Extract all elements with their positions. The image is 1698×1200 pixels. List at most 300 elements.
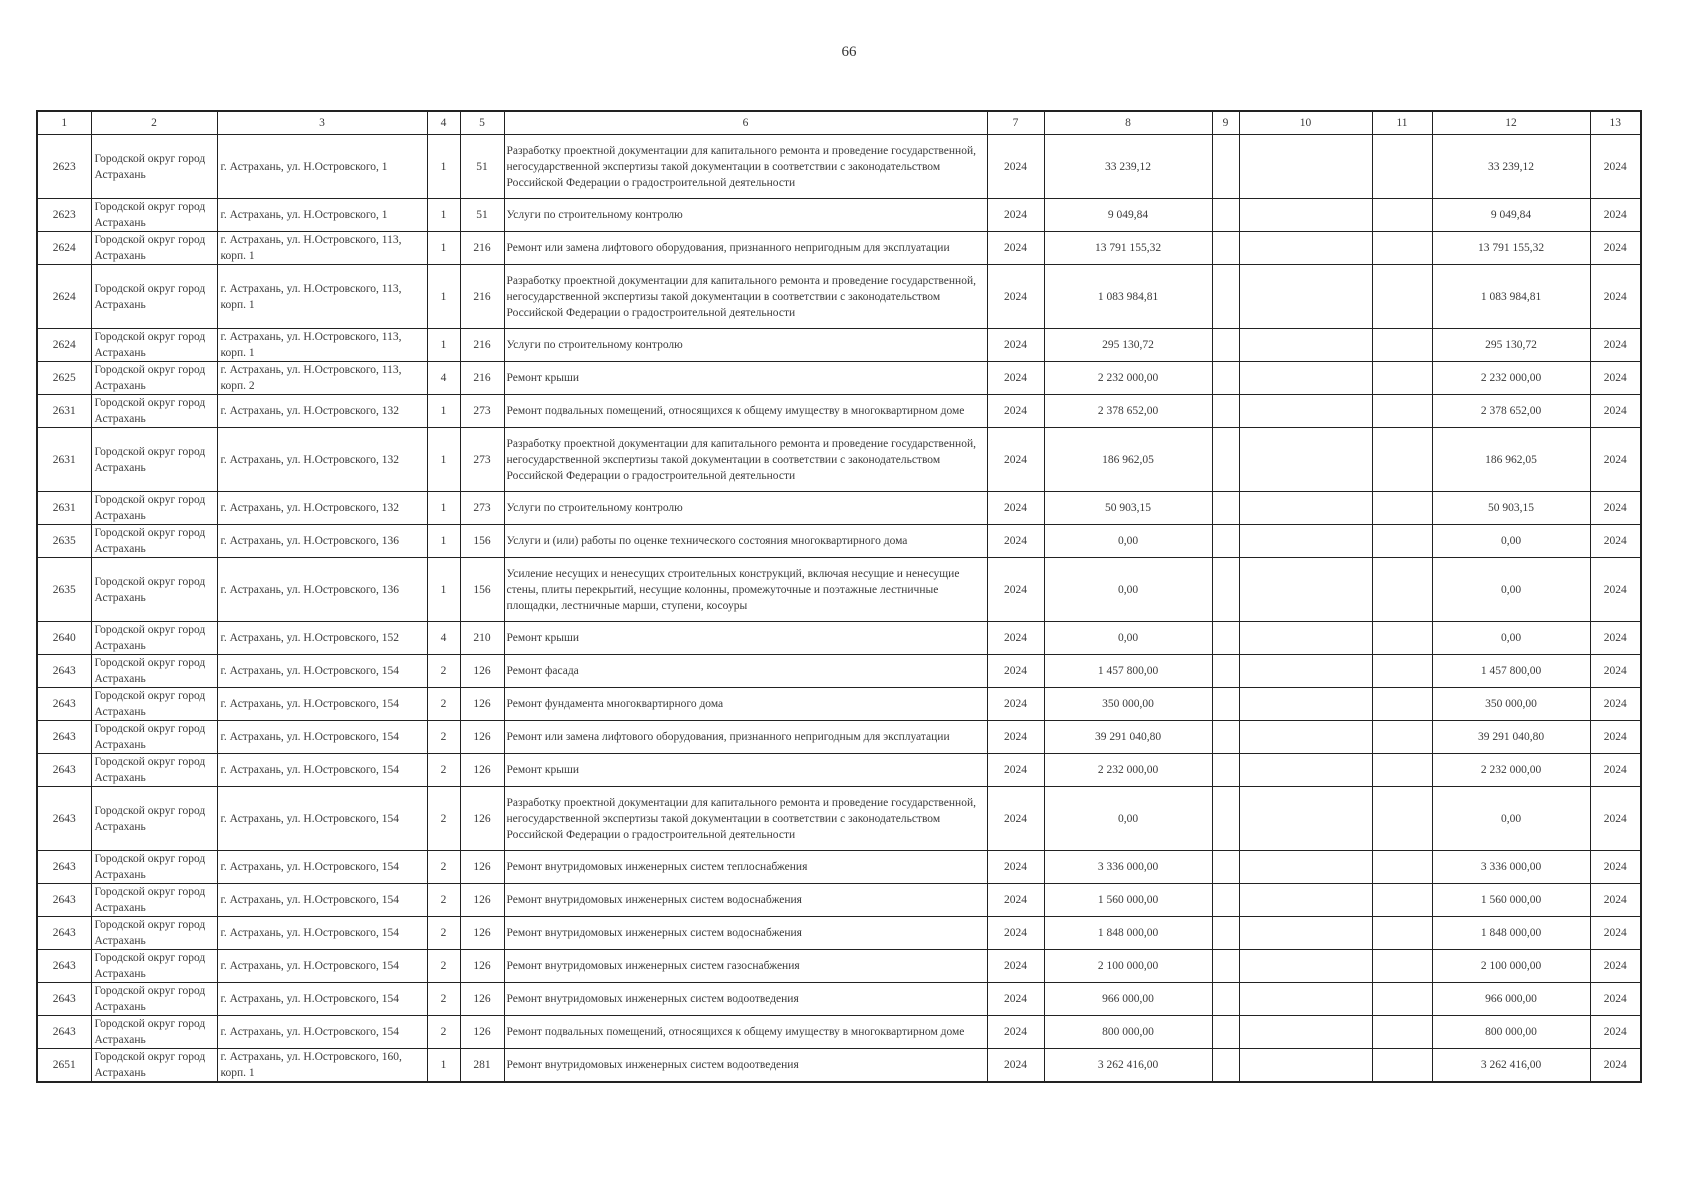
address-cell: г. Астрахань, ул. Н.Островского, 154 [217, 1016, 427, 1049]
column-header: 6 [504, 111, 987, 135]
fund-column-10-cell [1239, 917, 1372, 950]
object-code-cell: 156 [460, 525, 504, 558]
total-cost-cell: 350 000,00 [1044, 688, 1212, 721]
completion-year-cell: 2024 [1590, 655, 1641, 688]
plan-year-cell: 2024 [987, 428, 1044, 492]
regional-fund-cost-cell: 350 000,00 [1432, 688, 1590, 721]
regional-fund-cost-cell: 1 083 984,81 [1432, 265, 1590, 329]
record-number-cell: 2635 [37, 525, 91, 558]
address-cell: г. Астрахань, ул. Н.Островского, 136 [217, 525, 427, 558]
regional-fund-cost-cell: 1 560 000,00 [1432, 884, 1590, 917]
record-number-cell: 2640 [37, 622, 91, 655]
regional-fund-cost-cell: 800 000,00 [1432, 1016, 1590, 1049]
table-row [37, 655, 1641, 688]
fund-column-11-cell [1372, 329, 1432, 362]
municipality-cell: Городской округ город Астрахань [91, 329, 217, 362]
table-row [37, 721, 1641, 754]
plan-year-cell: 2024 [987, 622, 1044, 655]
regional-fund-cost-cell: 966 000,00 [1432, 983, 1590, 1016]
table-row [37, 754, 1641, 787]
address-cell: г. Астрахань, ул. Н.Островского, 160, корп. 1 [217, 1049, 427, 1083]
work-code-cell: 1 [427, 428, 460, 492]
table-row [37, 917, 1641, 950]
plan-year-cell: 2024 [987, 362, 1044, 395]
capital-repair-table [36, 110, 1642, 1083]
fund-column-9-cell [1212, 622, 1239, 655]
municipality-cell: Городской округ город Астрахань [91, 558, 217, 622]
fund-column-10-cell [1239, 787, 1372, 851]
work-description-cell: Ремонт фасада [504, 655, 987, 688]
object-code-cell: 216 [460, 232, 504, 265]
work-code-cell: 2 [427, 1016, 460, 1049]
plan-year-cell: 2024 [987, 135, 1044, 199]
table-row [37, 884, 1641, 917]
regional-fund-cost-cell: 2 378 652,00 [1432, 395, 1590, 428]
municipality-cell: Городской округ город Астрахань [91, 655, 217, 688]
total-cost-cell: 50 903,15 [1044, 492, 1212, 525]
column-header: 13 [1590, 111, 1641, 135]
work-description-cell: Ремонт крыши [504, 362, 987, 395]
address-cell: г. Астрахань, ул. Н.Островского, 154 [217, 721, 427, 754]
fund-column-10-cell [1239, 754, 1372, 787]
fund-column-11-cell [1372, 917, 1432, 950]
total-cost-cell: 0,00 [1044, 525, 1212, 558]
record-number-cell: 2651 [37, 1049, 91, 1083]
record-number-cell: 2631 [37, 395, 91, 428]
column-header: 7 [987, 111, 1044, 135]
record-number-cell: 2643 [37, 787, 91, 851]
plan-year-cell: 2024 [987, 851, 1044, 884]
object-code-cell: 126 [460, 983, 504, 1016]
table-row [37, 135, 1641, 199]
completion-year-cell: 2024 [1590, 525, 1641, 558]
work-code-cell: 1 [427, 1049, 460, 1083]
address-cell: г. Астрахань, ул. Н.Островского, 136 [217, 558, 427, 622]
table-row [37, 1016, 1641, 1049]
fund-column-10-cell [1239, 851, 1372, 884]
record-number-cell: 2643 [37, 884, 91, 917]
plan-year-cell: 2024 [987, 983, 1044, 1016]
work-description-cell: Услуги по строительному контролю [504, 199, 987, 232]
object-code-cell: 126 [460, 787, 504, 851]
object-code-cell: 51 [460, 135, 504, 199]
regional-fund-cost-cell: 33 239,12 [1432, 135, 1590, 199]
table-row [37, 492, 1641, 525]
fund-column-10-cell [1239, 428, 1372, 492]
plan-year-cell: 2024 [987, 525, 1044, 558]
regional-fund-cost-cell: 50 903,15 [1432, 492, 1590, 525]
work-code-cell: 2 [427, 950, 460, 983]
table-row [37, 329, 1641, 362]
plan-year-cell: 2024 [987, 917, 1044, 950]
fund-column-10-cell [1239, 265, 1372, 329]
fund-column-9-cell [1212, 1049, 1239, 1083]
municipality-cell: Городской округ город Астрахань [91, 525, 217, 558]
regional-fund-cost-cell: 0,00 [1432, 558, 1590, 622]
column-header: 11 [1372, 111, 1432, 135]
completion-year-cell: 2024 [1590, 754, 1641, 787]
address-cell: г. Астрахань, ул. Н.Островского, 154 [217, 655, 427, 688]
record-number-cell: 2643 [37, 917, 91, 950]
fund-column-11-cell [1372, 362, 1432, 395]
record-number-cell: 2624 [37, 329, 91, 362]
fund-column-10-cell [1239, 1049, 1372, 1083]
regional-fund-cost-cell: 2 232 000,00 [1432, 362, 1590, 395]
object-code-cell: 126 [460, 917, 504, 950]
address-cell: г. Астрахань, ул. Н.Островского, 154 [217, 983, 427, 1016]
work-description-cell: Ремонт крыши [504, 622, 987, 655]
plan-year-cell: 2024 [987, 1049, 1044, 1083]
municipality-cell: Городской округ город Астрахань [91, 135, 217, 199]
municipality-cell: Городской округ город Астрахань [91, 395, 217, 428]
work-description-cell: Разработку проектной документации для капитального ремонта и проведение государственной, негосударственной экспертизы такой документации в соответствии с законодательством Российской Федерации о градостроительной деятельности [504, 135, 987, 199]
regional-fund-cost-cell: 9 049,84 [1432, 199, 1590, 232]
address-cell: г. Астрахань, ул. Н.Островского, 132 [217, 395, 427, 428]
address-cell: г. Астрахань, ул. Н.Островского, 113, корп. 1 [217, 265, 427, 329]
municipality-cell: Городской округ город Астрахань [91, 265, 217, 329]
fund-column-9-cell [1212, 851, 1239, 884]
address-cell: г. Астрахань, ул. Н.Островского, 113, корп. 1 [217, 329, 427, 362]
plan-year-cell: 2024 [987, 265, 1044, 329]
address-cell: г. Астрахань, ул. Н.Островского, 113, корп. 2 [217, 362, 427, 395]
fund-column-10-cell [1239, 525, 1372, 558]
fund-column-9-cell [1212, 265, 1239, 329]
address-cell: г. Астрахань, ул. Н.Островского, 152 [217, 622, 427, 655]
completion-year-cell: 2024 [1590, 884, 1641, 917]
record-number-cell: 2631 [37, 492, 91, 525]
work-description-cell: Разработку проектной документации для капитального ремонта и проведение государственной, негосударственной экспертизы такой документации в соответствии с законодательством Российской Федерации о градостроительной деятельности [504, 265, 987, 329]
fund-column-9-cell [1212, 135, 1239, 199]
object-code-cell: 126 [460, 721, 504, 754]
total-cost-cell: 1 560 000,00 [1044, 884, 1212, 917]
fund-column-9-cell [1212, 983, 1239, 1016]
object-code-cell: 126 [460, 754, 504, 787]
record-number-cell: 2623 [37, 135, 91, 199]
fund-column-11-cell [1372, 721, 1432, 754]
plan-year-cell: 2024 [987, 329, 1044, 362]
total-cost-cell: 2 232 000,00 [1044, 754, 1212, 787]
record-number-cell: 2643 [37, 655, 91, 688]
object-code-cell: 156 [460, 558, 504, 622]
work-code-cell: 1 [427, 135, 460, 199]
table-row [37, 428, 1641, 492]
table-row [37, 558, 1641, 622]
object-code-cell: 126 [460, 851, 504, 884]
plan-year-cell: 2024 [987, 754, 1044, 787]
completion-year-cell: 2024 [1590, 199, 1641, 232]
record-number-cell: 2643 [37, 983, 91, 1016]
completion-year-cell: 2024 [1590, 1049, 1641, 1083]
address-cell: г. Астрахань, ул. Н.Островского, 1 [217, 199, 427, 232]
fund-column-11-cell [1372, 232, 1432, 265]
address-cell: г. Астрахань, ул. Н.Островского, 154 [217, 917, 427, 950]
object-code-cell: 273 [460, 492, 504, 525]
plan-year-cell: 2024 [987, 558, 1044, 622]
municipality-cell: Городской округ город Астрахань [91, 492, 217, 525]
object-code-cell: 210 [460, 622, 504, 655]
record-number-cell: 2635 [37, 558, 91, 622]
address-cell: г. Астрахань, ул. Н.Островского, 154 [217, 754, 427, 787]
table-row [37, 688, 1641, 721]
completion-year-cell: 2024 [1590, 329, 1641, 362]
plan-year-cell: 2024 [987, 688, 1044, 721]
regional-fund-cost-cell: 1 848 000,00 [1432, 917, 1590, 950]
object-code-cell: 216 [460, 362, 504, 395]
column-header: 9 [1212, 111, 1239, 135]
work-code-cell: 1 [427, 199, 460, 232]
completion-year-cell: 2024 [1590, 492, 1641, 525]
address-cell: г. Астрахань, ул. Н.Островского, 132 [217, 492, 427, 525]
work-code-cell: 2 [427, 655, 460, 688]
fund-column-9-cell [1212, 787, 1239, 851]
address-cell: г. Астрахань, ул. Н.Островского, 154 [217, 787, 427, 851]
work-code-cell: 1 [427, 329, 460, 362]
completion-year-cell: 2024 [1590, 983, 1641, 1016]
page-number: 66 [841, 44, 857, 60]
record-number-cell: 2643 [37, 851, 91, 884]
table-row [37, 395, 1641, 428]
municipality-cell: Городской округ город Астрахань [91, 232, 217, 265]
work-description-cell: Услуги по строительному контролю [504, 329, 987, 362]
work-description-cell: Услуги по строительному контролю [504, 492, 987, 525]
regional-fund-cost-cell: 3 336 000,00 [1432, 851, 1590, 884]
fund-column-10-cell [1239, 558, 1372, 622]
record-number-cell: 2643 [37, 754, 91, 787]
work-code-cell: 2 [427, 721, 460, 754]
total-cost-cell: 1 457 800,00 [1044, 655, 1212, 688]
municipality-cell: Городской округ город Астрахань [91, 851, 217, 884]
total-cost-cell: 2 232 000,00 [1044, 362, 1212, 395]
work-description-cell: Ремонт внутридомовых инженерных систем теплоснабжения [504, 851, 987, 884]
address-cell: г. Астрахань, ул. Н.Островского, 154 [217, 950, 427, 983]
table-row [37, 199, 1641, 232]
column-header: 1 [37, 111, 91, 135]
municipality-cell: Городской округ город Астрахань [91, 362, 217, 395]
fund-column-11-cell [1372, 754, 1432, 787]
address-cell: г. Астрахань, ул. Н.Островского, 154 [217, 851, 427, 884]
record-number-cell: 2643 [37, 721, 91, 754]
fund-column-10-cell [1239, 1016, 1372, 1049]
object-code-cell: 281 [460, 1049, 504, 1083]
fund-column-11-cell [1372, 851, 1432, 884]
object-code-cell: 126 [460, 688, 504, 721]
header-row [37, 111, 1641, 135]
work-description-cell: Разработку проектной документации для капитального ремонта и проведение государственной, негосударственной экспертизы такой документации в соответствии с законодательством Российской Федерации о градостроительной деятельности [504, 428, 987, 492]
address-cell: г. Астрахань, ул. Н.Островского, 154 [217, 688, 427, 721]
fund-column-11-cell [1372, 525, 1432, 558]
fund-column-11-cell [1372, 428, 1432, 492]
table-row [37, 1049, 1641, 1083]
fund-column-11-cell [1372, 688, 1432, 721]
total-cost-cell: 186 962,05 [1044, 428, 1212, 492]
fund-column-9-cell [1212, 395, 1239, 428]
fund-column-11-cell [1372, 983, 1432, 1016]
address-cell: г. Астрахань, ул. Н.Островского, 154 [217, 884, 427, 917]
object-code-cell: 216 [460, 329, 504, 362]
table-row [37, 787, 1641, 851]
column-header: 10 [1239, 111, 1372, 135]
column-header: 2 [91, 111, 217, 135]
completion-year-cell: 2024 [1590, 688, 1641, 721]
work-description-cell: Разработку проектной документации для капитального ремонта и проведение государственной, негосударственной экспертизы такой документации в соответствии с законодательством Российской Федерации о градостроительной деятельности [504, 787, 987, 851]
fund-column-10-cell [1239, 688, 1372, 721]
record-number-cell: 2643 [37, 1016, 91, 1049]
column-header: 8 [1044, 111, 1212, 135]
total-cost-cell: 0,00 [1044, 787, 1212, 851]
fund-column-9-cell [1212, 558, 1239, 622]
table-row [37, 950, 1641, 983]
municipality-cell: Городской округ город Астрахань [91, 884, 217, 917]
object-code-cell: 216 [460, 265, 504, 329]
fund-column-10-cell [1239, 983, 1372, 1016]
fund-column-10-cell [1239, 950, 1372, 983]
regional-fund-cost-cell: 3 262 416,00 [1432, 1049, 1590, 1083]
plan-year-cell: 2024 [987, 884, 1044, 917]
municipality-cell: Городской округ город Астрахань [91, 1016, 217, 1049]
fund-column-9-cell [1212, 1016, 1239, 1049]
fund-column-10-cell [1239, 329, 1372, 362]
municipality-cell: Городской округ город Астрахань [91, 688, 217, 721]
fund-column-9-cell [1212, 950, 1239, 983]
fund-column-11-cell [1372, 558, 1432, 622]
fund-column-9-cell [1212, 428, 1239, 492]
total-cost-cell: 33 239,12 [1044, 135, 1212, 199]
plan-year-cell: 2024 [987, 199, 1044, 232]
total-cost-cell: 800 000,00 [1044, 1016, 1212, 1049]
regional-fund-cost-cell: 1 457 800,00 [1432, 655, 1590, 688]
work-description-cell: Ремонт внутридомовых инженерных систем водоотведения [504, 983, 987, 1016]
fund-column-10-cell [1239, 135, 1372, 199]
fund-column-10-cell [1239, 721, 1372, 754]
work-description-cell: Ремонт подвальных помещений, относящихся к общему имуществу в многоквартирном доме [504, 1016, 987, 1049]
work-description-cell: Ремонт внутридомовых инженерных систем водоснабжения [504, 884, 987, 917]
column-header: 12 [1432, 111, 1590, 135]
plan-year-cell: 2024 [987, 1016, 1044, 1049]
total-cost-cell: 2 100 000,00 [1044, 950, 1212, 983]
regional-fund-cost-cell: 2 232 000,00 [1432, 754, 1590, 787]
column-header: 4 [427, 111, 460, 135]
completion-year-cell: 2024 [1590, 265, 1641, 329]
completion-year-cell: 2024 [1590, 1016, 1641, 1049]
total-cost-cell: 0,00 [1044, 558, 1212, 622]
total-cost-cell: 9 049,84 [1044, 199, 1212, 232]
total-cost-cell: 3 262 416,00 [1044, 1049, 1212, 1083]
fund-column-9-cell [1212, 199, 1239, 232]
record-number-cell: 2643 [37, 950, 91, 983]
record-number-cell: 2631 [37, 428, 91, 492]
work-description-cell: Услуги и (или) работы по оценке технического состояния многоквартирного дома [504, 525, 987, 558]
address-cell: г. Астрахань, ул. Н.Островского, 1 [217, 135, 427, 199]
work-code-cell: 2 [427, 884, 460, 917]
plan-year-cell: 2024 [987, 492, 1044, 525]
table-body [37, 135, 1641, 1083]
fund-column-10-cell [1239, 655, 1372, 688]
fund-column-11-cell [1372, 1049, 1432, 1083]
fund-column-10-cell [1239, 395, 1372, 428]
municipality-cell: Городской округ город Астрахань [91, 1049, 217, 1083]
fund-column-9-cell [1212, 884, 1239, 917]
fund-column-9-cell [1212, 492, 1239, 525]
plan-year-cell: 2024 [987, 655, 1044, 688]
object-code-cell: 51 [460, 199, 504, 232]
fund-column-9-cell [1212, 525, 1239, 558]
fund-column-10-cell [1239, 199, 1372, 232]
work-code-cell: 1 [427, 492, 460, 525]
regional-fund-cost-cell: 2 100 000,00 [1432, 950, 1590, 983]
record-number-cell: 2623 [37, 199, 91, 232]
address-cell: г. Астрахань, ул. Н.Островского, 132 [217, 428, 427, 492]
fund-column-10-cell [1239, 232, 1372, 265]
fund-column-9-cell [1212, 329, 1239, 362]
municipality-cell: Городской округ город Астрахань [91, 950, 217, 983]
record-number-cell: 2624 [37, 232, 91, 265]
total-cost-cell: 295 130,72 [1044, 329, 1212, 362]
regional-fund-cost-cell: 0,00 [1432, 787, 1590, 851]
plan-year-cell: 2024 [987, 950, 1044, 983]
fund-column-11-cell [1372, 395, 1432, 428]
object-code-cell: 273 [460, 428, 504, 492]
object-code-cell: 126 [460, 950, 504, 983]
work-description-cell: Ремонт подвальных помещений, относящихся к общему имуществу в многоквартирном доме [504, 395, 987, 428]
column-header: 5 [460, 111, 504, 135]
fund-column-9-cell [1212, 232, 1239, 265]
total-cost-cell: 1 083 984,81 [1044, 265, 1212, 329]
fund-column-11-cell [1372, 655, 1432, 688]
table-row [37, 983, 1641, 1016]
object-code-cell: 126 [460, 655, 504, 688]
total-cost-cell: 1 848 000,00 [1044, 917, 1212, 950]
fund-column-11-cell [1372, 199, 1432, 232]
work-code-cell: 2 [427, 983, 460, 1016]
fund-column-9-cell [1212, 688, 1239, 721]
completion-year-cell: 2024 [1590, 232, 1641, 265]
work-code-cell: 2 [427, 851, 460, 884]
total-cost-cell: 13 791 155,32 [1044, 232, 1212, 265]
municipality-cell: Городской округ город Астрахань [91, 428, 217, 492]
municipality-cell: Городской округ город Астрахань [91, 199, 217, 232]
work-code-cell: 1 [427, 558, 460, 622]
fund-column-10-cell [1239, 884, 1372, 917]
fund-column-11-cell [1372, 884, 1432, 917]
table-row [37, 362, 1641, 395]
municipality-cell: Городской округ город Астрахань [91, 983, 217, 1016]
regional-fund-cost-cell: 39 291 040,80 [1432, 721, 1590, 754]
regional-fund-cost-cell: 0,00 [1432, 622, 1590, 655]
completion-year-cell: 2024 [1590, 558, 1641, 622]
completion-year-cell: 2024 [1590, 851, 1641, 884]
work-description-cell: Ремонт внутридомовых инженерных систем водоотведения [504, 1049, 987, 1083]
fund-column-11-cell [1372, 787, 1432, 851]
object-code-cell: 126 [460, 1016, 504, 1049]
work-code-cell: 1 [427, 395, 460, 428]
regional-fund-cost-cell: 13 791 155,32 [1432, 232, 1590, 265]
work-description-cell: Ремонт или замена лифтового оборудования, признанного непригодным для эксплуатации [504, 721, 987, 754]
completion-year-cell: 2024 [1590, 721, 1641, 754]
fund-column-9-cell [1212, 754, 1239, 787]
completion-year-cell: 2024 [1590, 428, 1641, 492]
fund-column-9-cell [1212, 362, 1239, 395]
completion-year-cell: 2024 [1590, 917, 1641, 950]
table-row [37, 525, 1641, 558]
table-row [37, 851, 1641, 884]
fund-column-11-cell [1372, 622, 1432, 655]
address-cell: г. Астрахань, ул. Н.Островского, 113, корп. 1 [217, 232, 427, 265]
total-cost-cell: 2 378 652,00 [1044, 395, 1212, 428]
work-description-cell: Ремонт внутридомовых инженерных систем водоснабжения [504, 917, 987, 950]
fund-column-11-cell [1372, 950, 1432, 983]
municipality-cell: Городской округ город Астрахань [91, 622, 217, 655]
municipality-cell: Городской округ город Астрахань [91, 917, 217, 950]
